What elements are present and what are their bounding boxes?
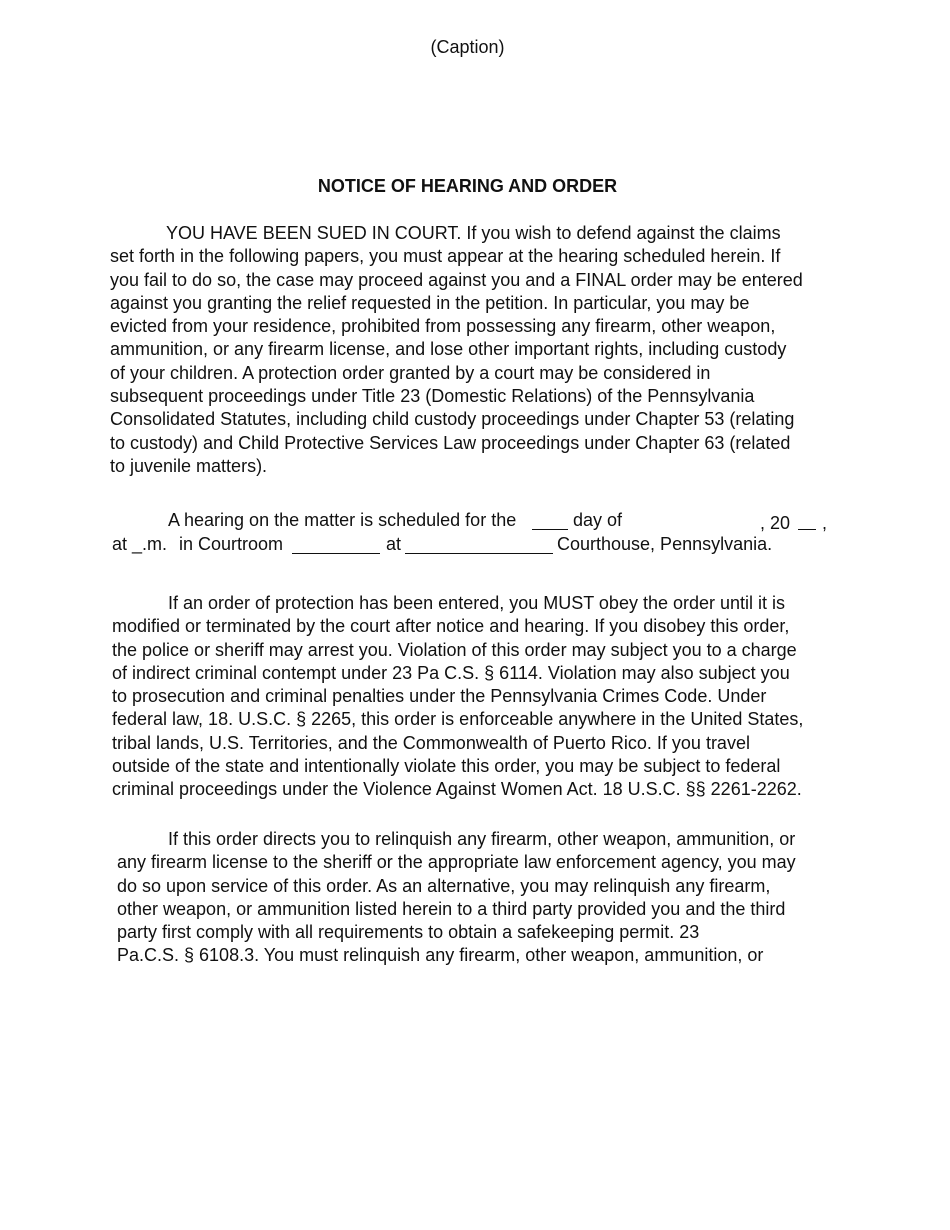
hearing-intro-text: A hearing on the matter is scheduled for the (168, 510, 517, 530)
caption: (Caption) (430, 37, 505, 57)
text-line: against you granting the relief requested in the petition. In particular, you may be (110, 292, 750, 313)
text-line: you fail to do so, the case may proceed against you and a FINAL order may be entered (110, 269, 803, 290)
text-line: to juvenile matters). (110, 455, 268, 476)
courthouse-text: Courthouse, Pennsylvania. (557, 534, 773, 554)
text-line: party first comply with all requirements to obtain a safekeeping permit. 23 (117, 922, 700, 943)
hearing-year-blank[interactable] (798, 529, 816, 530)
text-line: to prosecution and criminal penalties under the Pennsylvania Crimes Code. Under (112, 686, 767, 707)
hearing-time-text: at _.m. (112, 534, 168, 554)
text-line: of indirect criminal contempt under 23 Pa C.S. § 6114. Violation may also subject you (112, 662, 790, 683)
text-line: modified or terminated by the court after notice and hearing. If you disobey this order, (112, 616, 790, 637)
text-line: do so upon service of this order. As an alternative, you may relinquish any firearm, (117, 875, 771, 896)
courtroom-blank[interactable] (292, 553, 380, 554)
hearing-month-blank[interactable] (628, 529, 758, 530)
text-line: other weapon, or ammunition listed herein to a third party provided you and the third (117, 898, 786, 919)
text-line: subsequent proceedings under Title 23 (Domestic Relations) of the Pennsylvania (110, 386, 755, 407)
text-line: to custody) and Child Protective Services Law proceedings under Chapter 63 (related (110, 432, 791, 453)
text-line: set forth in the following papers, you must appear at the hearing scheduled herein. If (110, 246, 781, 267)
text-line: ammunition, or any firearm license, and lose other important rights, including custody (110, 339, 787, 360)
trailing-comma: , (822, 513, 828, 533)
text-line: of your children. A protection order granted by a court may be considered in (110, 362, 711, 383)
text-line: evicted from your residence, prohibited from possessing any firearm, other weapon, (110, 316, 776, 337)
text-line: YOU HAVE BEEN SUED IN COURT. If you wish to defend against the claims (166, 223, 781, 243)
in-courtroom-text: in Courtroom (179, 534, 284, 554)
text-line: outside of the state and intentionally violate this order, you may be subject to federal (112, 756, 781, 777)
text-line: Consolidated Statutes, including child custody proceedings under Chapter 53 (relating (110, 409, 795, 430)
text-line: criminal proceedings under the Violence Against Women Act. 18 U.S.C. §§ 2261-2262. (112, 779, 802, 800)
day-of-text: day of (573, 510, 623, 530)
text-line: If this order directs you to relinquish any firearm, other weapon, ammunition, or (168, 829, 796, 849)
text-line: tribal lands, U.S. Territories, and the Commonwealth of Puerto Rico. If you travel (112, 732, 750, 753)
hearing-schedule (0, 509, 950, 559)
text-line: any firearm license to the sheriff or the appropriate law enforcement agency, you may (117, 852, 796, 873)
notice-paragraph (110, 222, 830, 478)
text-line: federal law, 18. U.S.C. § 2265, this order is enforceable anywhere in the United States, (112, 709, 804, 730)
order-paragraph (112, 592, 832, 802)
firearm-paragraph (117, 828, 829, 968)
at-text: at (386, 534, 402, 554)
text-line: the police or sheriff may arrest you. Violation of this order may subject you to a charge (112, 639, 797, 660)
document-title: NOTICE OF HEARING AND ORDER (317, 176, 618, 196)
year-prefix-text: , 20 (760, 513, 791, 533)
courthouse-blank[interactable] (405, 553, 553, 554)
hearing-day-blank[interactable] (532, 529, 568, 530)
text-line: If an order of protection has been entered, you MUST obey the order until it is (168, 593, 786, 613)
text-line: Pa.C.S. § 6108.3. You must relinquish any firearm, other weapon, ammunition, or (117, 945, 764, 966)
